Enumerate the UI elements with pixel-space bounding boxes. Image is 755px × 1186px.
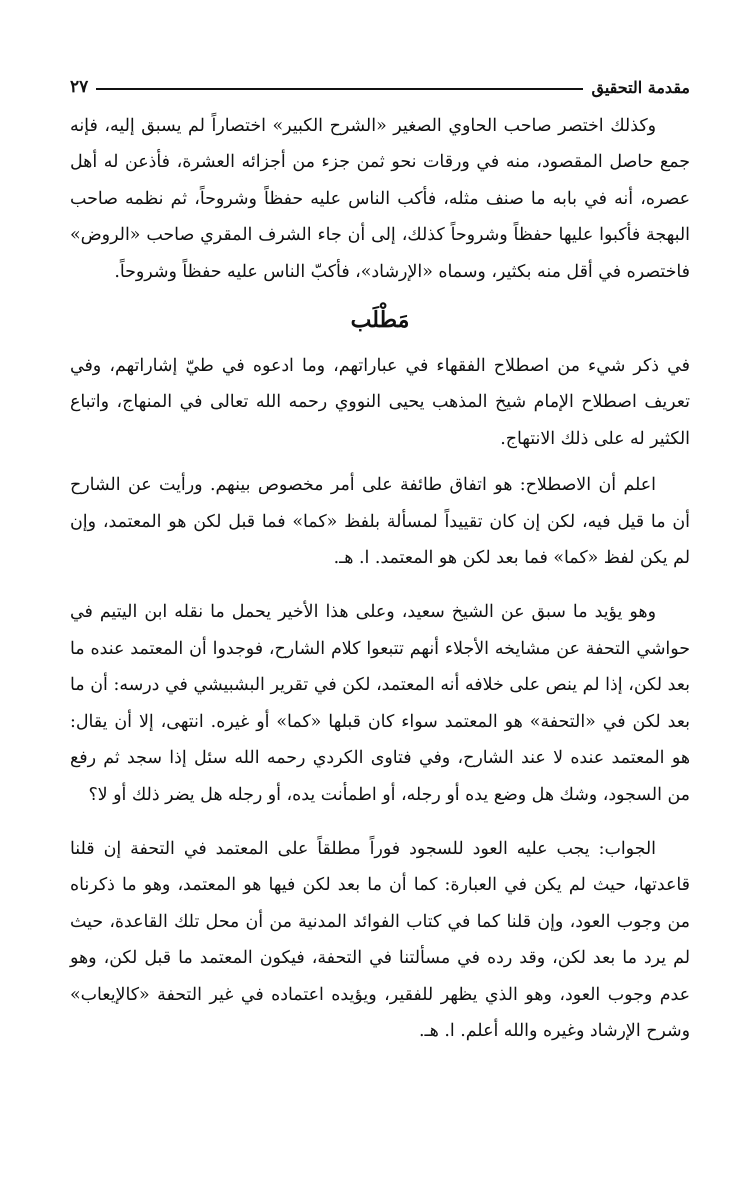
section-heading: مَطْلَب (350, 307, 410, 334)
paragraph-3: اعلم أن الاصطلاح: هو اتفاق طائفة على أمر مخصوص بينهم. ورأيت عن الشارح أن ما قيل فيه، لكن إن كان تقييداً لمسألة بلفظ «كما» فما قبل لكن هو المعتمد، وإن لم يكن لفظ «كما» فما بعد لكن هو المعتمد. ا. هـ. (70, 475, 690, 569)
page-body (70, 108, 690, 1049)
spacer (70, 576, 690, 594)
paragraph-1: وكذلك اختصر صاحب الحاوي الصغير «الشرح الكبير» اختصاراً لم يسبق إليه، فإنه جمع حاصل المقصود، منه في ورقات نحو ثمن جزء من أجزائه العشرة، فأذعن له أهل عصره، أنه في بابه ما صنف مثله، فأكب الناس عليه حفظاً وشروحاً، ثم نظمه صاحب البهجة فأكبوا عليها حفظاً وشروحاً كذلك، إلى أن جاء الشرف المقري صاحب «الروض» فاختصره في أقل منه بكثير، وسماه «الإرشاد»، فأكبّ الناس عليه حفظاً وشروحاً. (70, 116, 690, 282)
paragraph-2: في ذكر شيء من اصطلاح الفقهاء في عباراتهم، وما ادعوه في طيّ إشاراتهم، وفي تعريف اصطلاح الإمام شيخ المذهب يحيى النووي رحمه الله تعالى في المنهاج، واتباع الكثير له على ذلك الانتهاج. (70, 356, 690, 449)
spacer (70, 457, 690, 467)
paragraph-5: الجواب: يجب عليه العود للسجود فوراً مطلقاً على المعتمد في التحفة إن قلنا قاعدتها، حيث لم يكن في العبارة: كما أن ما بعد لكن فيها هو المعتمد، وهو ما ذكرناه من وجوب العود، وإن قلنا كما في كتاب الفوائد المدنية من أن محل تلك القاعدة، حيث لم يرد ما بعد لكن، وقد رده في مسألتنا في التحفة، فيكون المعتمد ما قبل لكن، وهو عدم وجوب العود، وهو الذي يظهر للفقير، ويؤيده اعتماده في غير التحفة «كالإيعاب» وشرح الإرشاد وغيره والله أعلم. ا. هـ. (70, 838, 690, 1041)
paragraph-4: وهو يؤيد ما سبق عن الشيخ سعيد، وعلى هذا الأخير يحمل ما نقله ابن اليتيم في حواشي التحفة عن مشايخه الأجلاء أنهم تتبعوا كلام الشارح، فوجدوا أن المعتمد عنده ما بعد لكن، إذا لم ينص على خلافه أنه المعتمد، لكن في تقرير البشبيشي في درسه: أن ما بعد لكن في «التحفة» هو المعتمد سواء كان قبلها «كما» أو غيره. انتهى، إلا أن يقال: هو المعتمد عنده لا عند الشارح، وفي فتاوى الكردي رحمه الله سئل إذا سجد ثم رفع من السجود، وشك هل وضع يده أو رجله، أو اطمأنت يده، أو رجله هل يضر ذلك أو لا؟ (70, 602, 690, 805)
running-header (70, 72, 690, 102)
running-header-title: مقدمة التحقيق (591, 77, 690, 97)
page-number: ٢٧ (70, 77, 89, 97)
spacer (70, 813, 690, 831)
book-page (70, 0, 690, 1186)
header-rule (96, 88, 583, 90)
